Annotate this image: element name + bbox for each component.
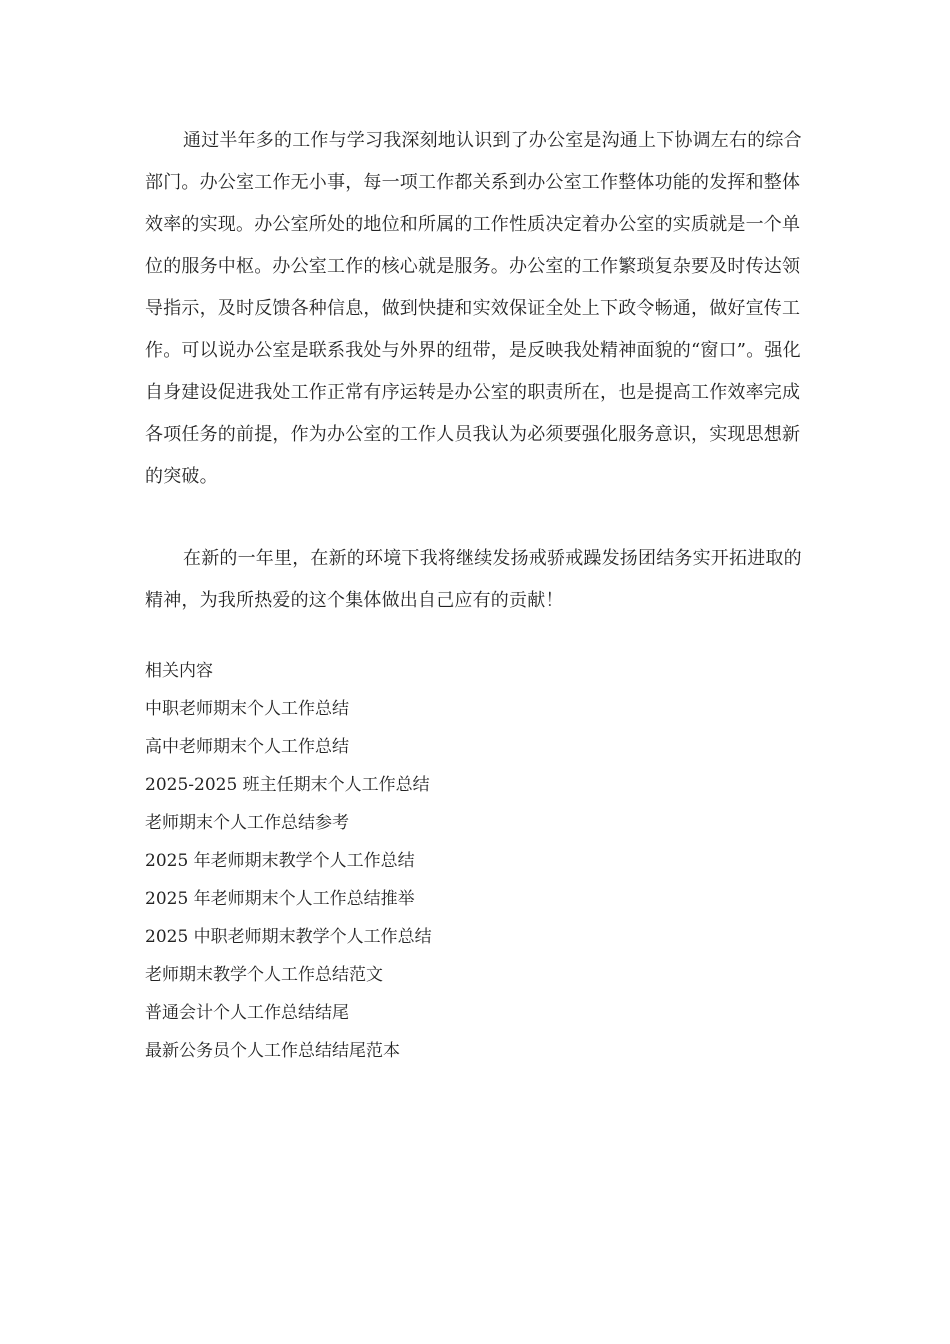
related-content-list (145, 690, 805, 1070)
related-link-3[interactable]: 2025-2025 班主任期末个人工作总结 (145, 775, 430, 795)
related-link-7[interactable]: 2025 中职老师期末教学个人工作总结 (145, 927, 432, 947)
related-content-section (145, 652, 805, 1070)
related-link-9[interactable]: 普通会计个人工作总结结尾 (145, 1003, 349, 1023)
related-link-8[interactable]: 老师期末教学个人工作总结范文 (145, 965, 383, 985)
related-link-2[interactable]: 高中老师期末个人工作总结 (145, 737, 349, 757)
related-link-4[interactable]: 老师期末个人工作总结参考 (145, 813, 349, 833)
related-link-1[interactable]: 中职老师期末个人工作总结 (145, 699, 349, 719)
body-paragraph-1: 通过半年多的工作与学习我深刻地认识到了办公室是沟通上下协调左右的综合部门。办公室工作无小事，每一项工作都关系到办公室工作整体功能的发挥和整体效率的实现。办公室所处的地位和所属的工作性质决定着办公室的实质就是一个单位的服务中枢。办公室工作的核心就是服务。办公室的工作繁琐复杂要及时传达领导指示，及时反馈各种信息，做到快捷和实效保证全处上下政令畅通，做好宣传工作。可以说办公室是联系我处与外界的纽带，是反映我处精神面貌的“窗口”。强化自身建设促进我处工作正常有序运转是办公室的职责所在，也是提高工作效率完成各项任务的前提，作为办公室的工作人员我认为必须要强化服务意识，实现思想新的突破。 (145, 130, 802, 487)
related-link-5[interactable]: 2025 年老师期末教学个人工作总结 (145, 851, 415, 871)
body-paragraph-2: 在新的一年里，在新的环境下我将继续发扬戒骄戒躁发扬团结务实开拓进取的精神，为我所热爱的这个集体做出自己应有的贡献！ (145, 548, 802, 611)
related-content-title: 相关内容 (145, 661, 213, 681)
related-link-10[interactable]: 最新公务员个人工作总结结尾范本 (145, 1041, 400, 1061)
related-link-6[interactable]: 2025 年老师期末个人工作总结推举 (145, 889, 415, 909)
document-page (145, 120, 805, 1070)
